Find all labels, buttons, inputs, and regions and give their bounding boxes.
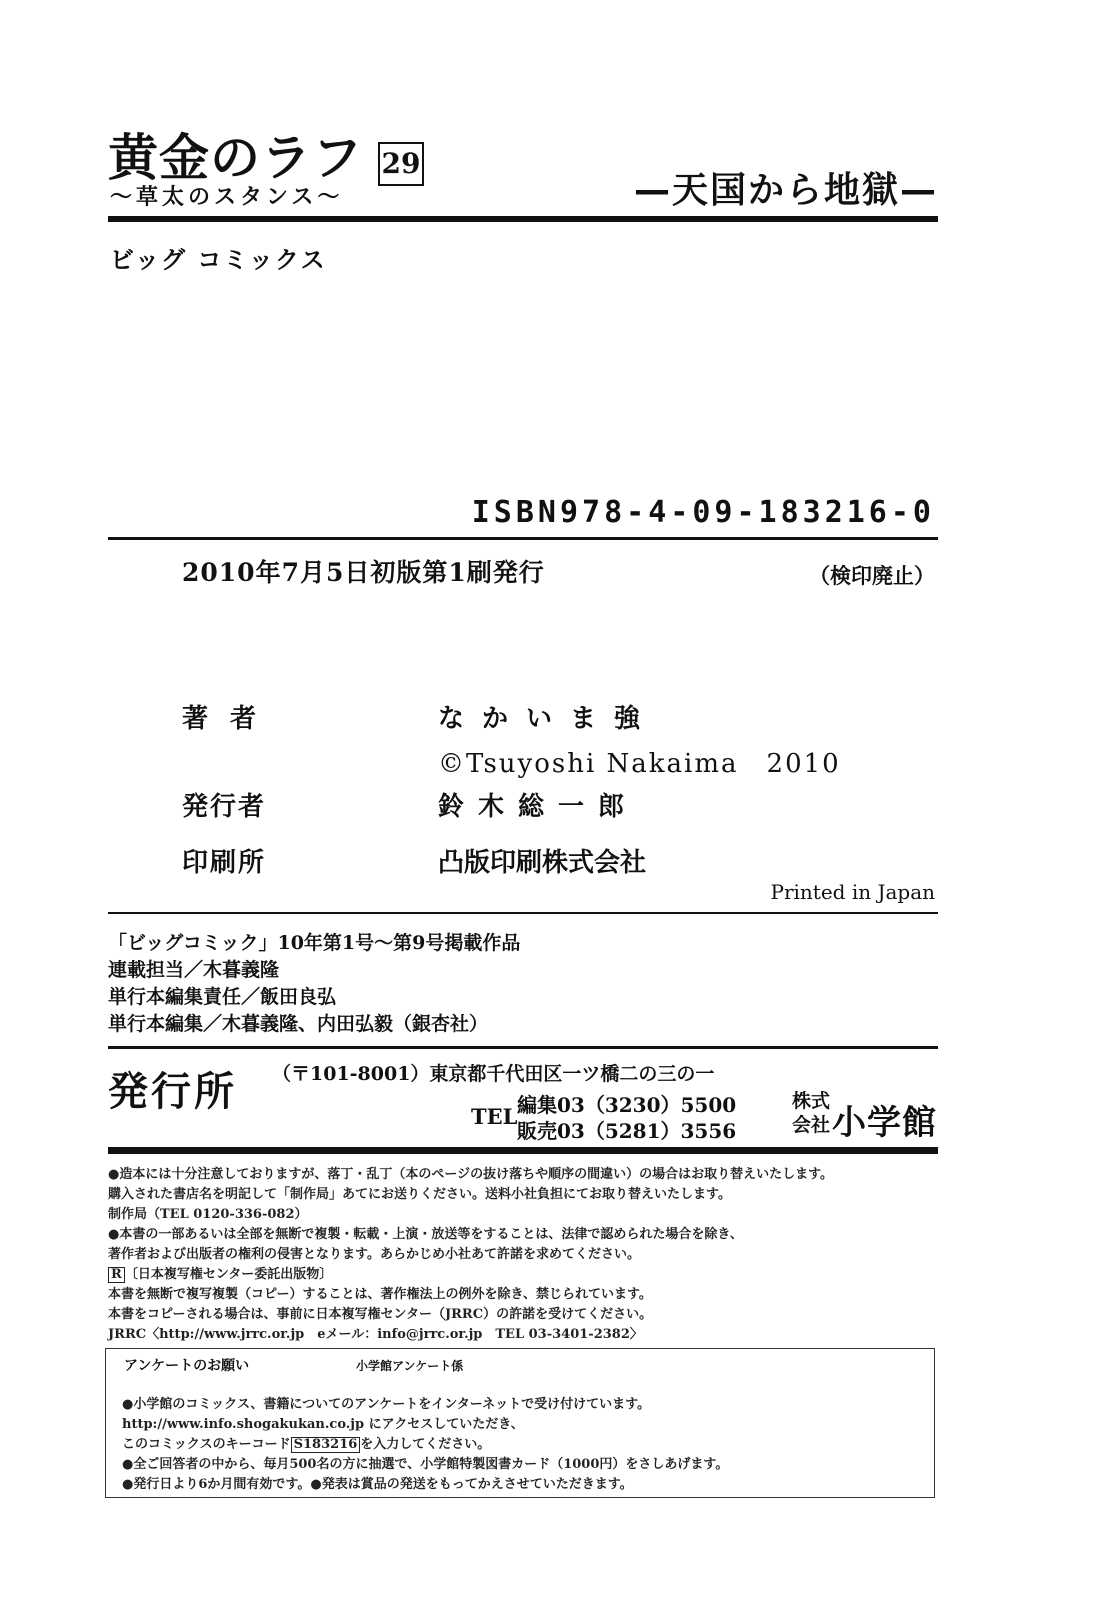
survey-keycode: S183216	[291, 1437, 361, 1453]
printer-name: 凸版印刷株式会社	[438, 848, 647, 878]
author-name: なかいま強	[438, 704, 659, 734]
note-line: 本書をコピーされる場合は、事前に日本複写権センター（JRRC）の許諾を受けてください。	[108, 1307, 653, 1322]
note-line: JRRC〈http://www.jrrc.or.jp eメール：info@jrrc.or.jp TEL 03-3401-2382〉	[108, 1327, 643, 1342]
survey-line: ●全ご回答者の中から、毎月500名の方に抽選で、小学館特製図書カード（1000円）をさしあげます。	[122, 1457, 729, 1472]
seal-note: （検印廃止）	[809, 563, 935, 588]
serial-source: 「ビッグコミック」10年第1号〜第9号掲載作品	[108, 932, 521, 954]
serial-divider	[108, 1046, 938, 1049]
printer-label: 印刷所	[182, 848, 267, 878]
imprint-label: ビッグ コミックス	[110, 246, 327, 274]
survey-text: このコミックスのキーコード	[122, 1437, 291, 1452]
office-address: （〒101-8001）東京都千代田区一ツ橋二の三の一	[272, 1063, 715, 1085]
publication-date: 2010年7月5日初版第1刷発行	[182, 558, 545, 587]
survey-line: ●発行日より6か月間有効です。●発表は賞品の発送をもってかえさせていただきます。	[122, 1477, 633, 1492]
note-line: 著作者および出版者の権利の侵害となります。あらかじめ小社あて許諾を求めてください。	[108, 1247, 640, 1262]
author-label: 著者	[182, 704, 279, 734]
volume-editors: 単行本編集／木暮義隆、内田弘毅（銀杏社）	[108, 1013, 489, 1035]
note-line: 制作局（TEL 0120-336-082）	[108, 1207, 308, 1222]
note-line: ●本書の一部あるいは全部を無断で複製・転載・上演・放送等をすることは、法律で認められた場合を除き、	[108, 1227, 743, 1242]
tel-label: TEL	[471, 1104, 518, 1129]
credits-divider	[108, 912, 938, 914]
survey-line: ●小学館のコミックス、書籍についてのアンケートをインターネットで受け付けています。	[122, 1397, 651, 1412]
survey-box	[105, 1348, 935, 1498]
isbn-divider	[108, 537, 938, 540]
office-divider	[108, 1147, 938, 1154]
tel-sales: 販売03（5281）3556	[517, 1119, 737, 1143]
survey-text: を入力してください。	[360, 1437, 491, 1452]
isbn: ISBN978-4-09-183216-0	[471, 495, 935, 530]
volume-number: 29	[378, 142, 424, 186]
office-title: 発行所	[108, 1069, 237, 1115]
note-line: 本書を無断で複写複製（コピー）することは、著作権法上の例外を除き、禁じられています。	[108, 1287, 652, 1302]
note-line	[108, 1263, 332, 1283]
book-subtitle: 〜草太のスタンス〜	[110, 185, 344, 210]
copyright-center-mark: R	[108, 1267, 125, 1283]
note-text: 〔日本複写権センター委託出版物〕	[124, 1267, 333, 1282]
publisher-name: 鈴木総一郎	[438, 792, 639, 822]
survey-line: http://www.info.shogakukan.co.jp にアクセスしていただき、	[122, 1417, 524, 1432]
publisher-label: 発行者	[182, 792, 267, 822]
tel-editorial: 編集03（3230）5500	[517, 1093, 737, 1117]
book-title: 黄金のラフ	[108, 128, 363, 187]
note-line: 購入された書店名を明記して「制作局」あてにお送りください。送料小社負担にてお取り替えいたします。	[108, 1187, 731, 1202]
company-type: 株式会社	[792, 1090, 831, 1136]
company-name: 小学館	[832, 1103, 937, 1143]
volume-chief-editor: 単行本編集責任／飯田良弘	[108, 986, 337, 1008]
volume-subtitle: —天国から地獄—	[633, 170, 938, 211]
title-divider	[108, 216, 938, 222]
survey-department: 小学館アンケート係	[356, 1359, 464, 1373]
survey-title: アンケートのお願い	[124, 1358, 250, 1374]
note-line: ●造本には十分注意しておりますが、落丁・乱丁（本のページの抜け落ちや順序の間違い）の場合はお取り替えいたします。	[108, 1167, 834, 1182]
copyright-notice: ©Tsuyoshi Nakaima 2010	[438, 749, 841, 779]
serial-editor: 連載担当／木暮義隆	[108, 959, 280, 981]
printed-in-label: Printed in Japan	[770, 880, 935, 904]
survey-line	[122, 1433, 490, 1453]
